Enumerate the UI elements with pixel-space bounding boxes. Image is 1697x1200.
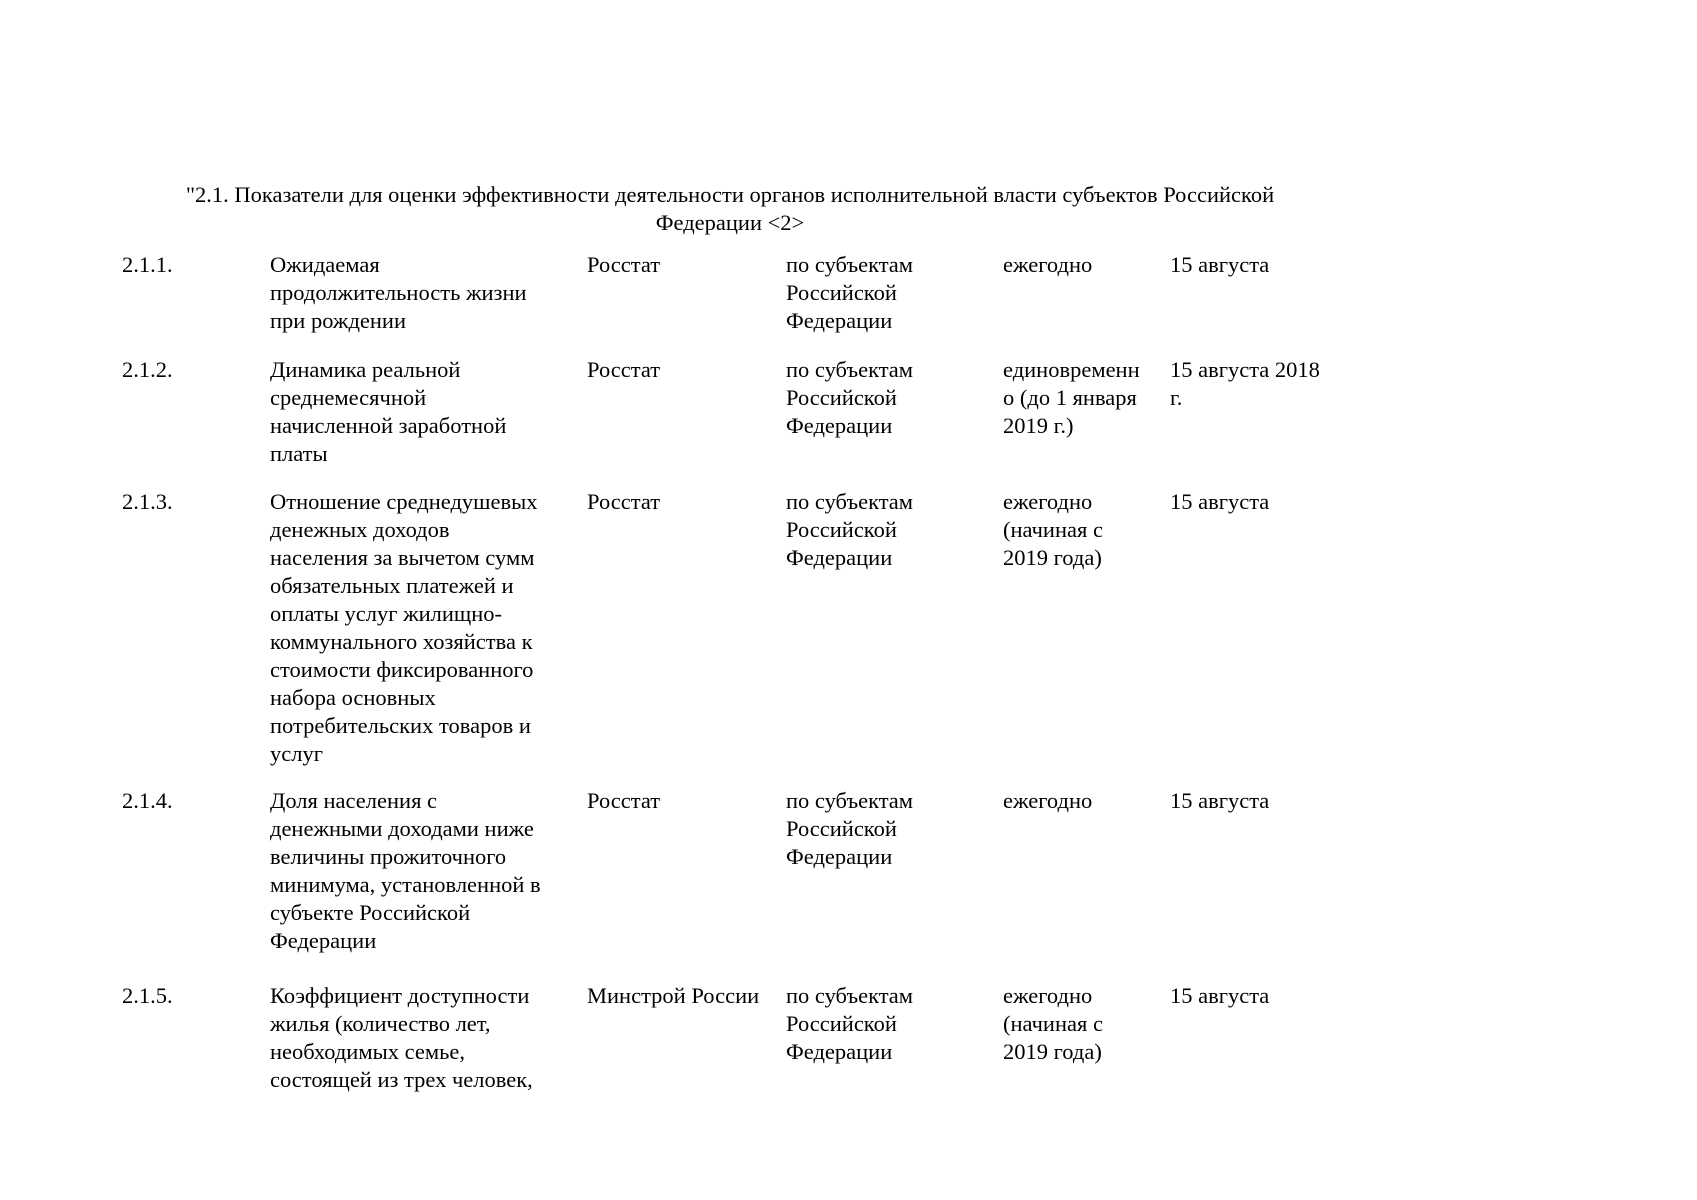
frequency: [1003, 982, 1103, 1066]
indicator-name-line: состоящей из трех человек,: [270, 1067, 533, 1092]
indicator-name-line: субъекте Российской: [270, 900, 471, 925]
data-source: [587, 251, 660, 279]
indicator-name: [270, 982, 533, 1094]
deadline: [1170, 787, 1269, 815]
indicator-name-line: платы: [270, 441, 328, 466]
data-level: [786, 982, 913, 1066]
data-level-line: Федерации: [786, 844, 893, 869]
indicator-name-line: стоимости фиксированного: [270, 657, 534, 682]
heading-line: "2.1. Показатели для оценки эффективности деятельности органов исполнительной власти субъектов Российской: [185, 182, 1275, 207]
indicator-name-line: денежными доходами ниже: [270, 816, 534, 841]
indicator-name-line: среднемесячной: [270, 385, 427, 410]
data-source-line: Росстат: [587, 788, 661, 813]
indicator-name-line: Доля населения с: [270, 788, 438, 813]
data-source-line: Минстрой России: [587, 983, 760, 1008]
row-number-text: 2.1.3.: [122, 489, 173, 514]
indicator-name-line: необходимых семье,: [270, 1039, 465, 1064]
row-number-text: 2.1.2.: [122, 357, 173, 382]
indicator-name: [270, 787, 541, 955]
data-level-line: Российской: [786, 816, 897, 841]
frequency-line: ежегодно: [1003, 489, 1093, 514]
indicator-name-line: продолжительность жизни: [270, 280, 527, 305]
frequency-line: 2019 года): [1003, 545, 1102, 570]
row-number: [122, 982, 173, 1010]
data-source-line: Росстат: [587, 489, 661, 514]
deadline-line: 15 августа: [1170, 252, 1270, 277]
frequency-line: 2019 года): [1003, 1039, 1102, 1064]
data-level-line: по субъектам: [786, 489, 914, 514]
indicator-name-line: денежных доходов: [270, 517, 450, 542]
frequency-line: ежегодно: [1003, 788, 1093, 813]
data-level-line: Российской: [786, 1011, 897, 1036]
data-source-line: Росстат: [587, 252, 661, 277]
deadline-line: 15 августа 2018: [1170, 357, 1320, 382]
indicator-name-line: потребительских товаров и: [270, 713, 531, 738]
data-level-line: Российской: [786, 517, 897, 542]
indicator-name-line: Отношение среднедушевых: [270, 489, 538, 514]
data-level: [786, 488, 913, 572]
indicator-name-line: набора основных: [270, 685, 436, 710]
data-level-line: Федерации: [786, 1039, 893, 1064]
frequency-line: ежегодно: [1003, 252, 1093, 277]
indicator-name-line: оплаты услуг жилищно-: [270, 601, 503, 626]
indicator-name-line: жилья (количество лет,: [270, 1011, 491, 1036]
data-source: [587, 982, 759, 1010]
frequency: [1003, 356, 1140, 440]
data-level: [786, 356, 913, 440]
frequency-line: ежегодно: [1003, 983, 1093, 1008]
frequency-line: 2019 г.): [1003, 413, 1074, 438]
indicator-name-line: услуг: [270, 741, 323, 766]
frequency-line: единовременн: [1003, 357, 1140, 382]
row-number: [122, 356, 173, 384]
data-level-line: Федерации: [786, 308, 893, 333]
data-level: [786, 787, 913, 871]
data-source-line: Росстат: [587, 357, 661, 382]
heading-line: Федерации <2>: [655, 210, 805, 235]
data-source: [587, 488, 660, 516]
section-heading: [120, 181, 1340, 237]
data-level-line: Федерации: [786, 413, 893, 438]
data-level-line: Федерации: [786, 545, 893, 570]
indicator-name-line: минимума, установленной в: [270, 872, 541, 897]
indicator-name-line: Коэффициент доступности: [270, 983, 530, 1008]
data-level-line: по субъектам: [786, 252, 914, 277]
data-level-line: по субъектам: [786, 357, 914, 382]
row-number-text: 2.1.4.: [122, 788, 173, 813]
indicator-name-line: величины прожиточного: [270, 844, 507, 869]
indicator-name-line: населения за вычетом сумм: [270, 545, 535, 570]
indicator-name-line: при рождении: [270, 308, 406, 333]
deadline-line: 15 августа: [1170, 788, 1270, 813]
frequency-line: о (до 1 января: [1003, 385, 1137, 410]
deadline-line: г.: [1170, 385, 1183, 410]
indicator-name: [270, 356, 506, 468]
row-number-text: 2.1.5.: [122, 983, 173, 1008]
row-number: [122, 251, 173, 279]
data-source: [587, 787, 660, 815]
frequency: [1003, 251, 1092, 279]
indicator-name-line: Динамика реальной: [270, 357, 461, 382]
row-number-text: 2.1.1.: [122, 252, 173, 277]
indicator-name-line: коммунального хозяйства к: [270, 629, 533, 654]
frequency-line: (начиная с: [1003, 517, 1103, 542]
row-number: [122, 488, 173, 516]
frequency: [1003, 787, 1092, 815]
data-level-line: по субъектам: [786, 788, 914, 813]
frequency-line: (начиная с: [1003, 1011, 1103, 1036]
row-number: [122, 787, 173, 815]
deadline-line: 15 августа: [1170, 983, 1270, 1008]
data-level-line: Российской: [786, 280, 897, 305]
deadline: [1170, 488, 1269, 516]
indicator-name-line: Федерации: [270, 928, 377, 953]
indicator-name-line: обязательных платежей и: [270, 573, 514, 598]
deadline: [1170, 982, 1269, 1010]
data-source: [587, 356, 660, 384]
data-level-line: Российской: [786, 385, 897, 410]
indicator-name: [270, 251, 527, 335]
deadline: [1170, 356, 1320, 412]
frequency: [1003, 488, 1103, 572]
indicator-name-line: Ожидаемая: [270, 252, 380, 277]
data-level: [786, 251, 913, 335]
indicator-name: [270, 488, 537, 768]
data-level-line: по субъектам: [786, 983, 914, 1008]
deadline-line: 15 августа: [1170, 489, 1270, 514]
deadline: [1170, 251, 1269, 279]
indicator-name-line: начисленной заработной: [270, 413, 507, 438]
